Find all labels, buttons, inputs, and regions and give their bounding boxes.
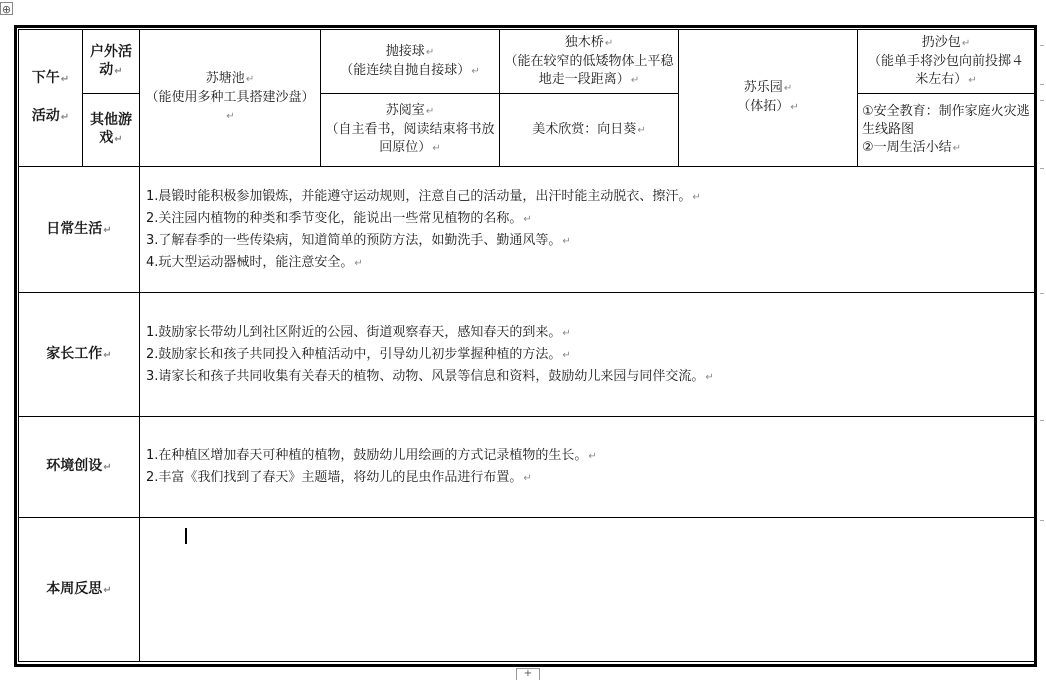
list-item: 2.鼓励家长和孩子共同投入种植活动中，引导幼儿初步掌握种植的方法。↵ bbox=[146, 346, 571, 362]
ruler-mark bbox=[1040, 520, 1044, 521]
art-text: 美术欣赏：向日葵 bbox=[532, 121, 637, 137]
ruler-mark bbox=[1040, 100, 1044, 101]
other-games-label: 其他游戏↵ bbox=[83, 94, 140, 167]
suteng-cell[interactable]: 苏塘池↵ （能使用多种工具搭建沙盘）↵ bbox=[140, 30, 321, 167]
dumu-cell[interactable]: 独木桥↵ （能在较窄的低矮物体上平稳地走一段距离）↵ bbox=[500, 30, 679, 94]
environment-content[interactable] bbox=[140, 417, 1035, 518]
reng-desc: （能单手将沙包向前投掷４米左右） bbox=[867, 53, 1024, 87]
safety-cell[interactable]: ①安全教育：制作家庭火灾逃生线路图 ②一周生活小结↵ bbox=[858, 94, 1035, 167]
reflection-label-text: 本周反思 bbox=[46, 580, 103, 597]
list-item: 3.请家长和孩子共同收集有关春天的植物、动物、风景等信息和资料，鼓励幼儿来园与同伴交流。↵ bbox=[146, 368, 714, 384]
list-item: 1.鼓励家长带幼儿到社区附近的公园、街道观察春天，感知春天的到来。↵ bbox=[146, 324, 571, 340]
safety-item-2: ②一周生活小结 bbox=[862, 139, 952, 155]
suteng-title: 苏塘池 bbox=[205, 71, 245, 86]
list-item: 2.丰富《我们找到了春天》主题墙，将幼儿的昆虫作品进行布置。↵ bbox=[146, 470, 532, 485]
yuedu-title: 苏阅室 bbox=[385, 103, 425, 118]
dumu-desc: （能在较窄的低矮物体上平稳地走一段距离） bbox=[504, 53, 674, 87]
dumu-title: 独木桥 bbox=[564, 34, 604, 50]
yuedu-desc: （自主看书，阅读结束将书放回原位） bbox=[325, 122, 495, 155]
pao-title: 抛接球 bbox=[385, 43, 425, 59]
pao-desc: （能连续自抛自接球） bbox=[340, 62, 471, 78]
list-item: 3.了解春季的一些传染病，知道简单的预防方法，如勤洗手、勤通风等。↵ bbox=[146, 232, 571, 248]
list-item: 1.晨锻时能积极参加锻炼，并能遵守运动规则，注意自己的活动量，出汗时能主动脱衣、擦汗。↵ bbox=[146, 188, 701, 204]
ruler-mark bbox=[1040, 293, 1044, 294]
ruler-mark bbox=[1040, 84, 1044, 85]
daily-life-content[interactable] bbox=[140, 167, 1035, 293]
list-item: 4.玩大型运动器械时，能注意安全。↵ bbox=[146, 254, 363, 270]
yuedu-cell[interactable]: 苏阅室↵ （自主看书，阅读结束将书放回原位）↵ bbox=[321, 94, 500, 167]
reflection-label: 本周反思↵ bbox=[19, 518, 140, 662]
ruler-mark bbox=[1040, 420, 1044, 421]
list-item: 2.关注园内植物的种类和季节变化，能说出一些常见植物的名称。↵ bbox=[146, 210, 532, 226]
reng-cell[interactable]: 扔沙包↵ （能单手将沙包向前投掷４米左右）↵ bbox=[858, 30, 1035, 94]
parents-work-content[interactable] bbox=[140, 293, 1035, 417]
afternoon-activity-label: 下午↵ 活动↵ bbox=[19, 30, 83, 167]
text-cursor bbox=[185, 528, 187, 544]
daily-life-label: 日常生活↵ bbox=[19, 167, 140, 293]
environment-label: 环境创设↵ bbox=[19, 417, 140, 518]
table-resize-handle[interactable]: + bbox=[516, 668, 540, 680]
other-label-text: 其他游戏 bbox=[90, 112, 132, 146]
environment-label-text: 环境创设 bbox=[46, 458, 103, 474]
parents-work-row bbox=[19, 293, 1035, 417]
reng-title: 扔沙包 bbox=[921, 34, 961, 50]
reflection-content[interactable] bbox=[140, 518, 1035, 662]
environment-row bbox=[19, 417, 1035, 518]
afternoon-label-bottom: 活动 bbox=[31, 108, 60, 124]
afternoon-outdoor-row bbox=[19, 30, 1035, 94]
safety-item-1: ①安全教育：制作家庭火灾逃生线路图 bbox=[862, 103, 1030, 137]
sule-desc: （体拓） bbox=[737, 99, 790, 114]
table-move-handle[interactable]: ⊕ bbox=[1, 3, 12, 16]
daily-life-row bbox=[19, 167, 1035, 293]
reflection-row bbox=[19, 518, 1035, 662]
daily-label-text: 日常生活 bbox=[46, 220, 103, 237]
pao-cell[interactable]: 抛接球↵ （能连续自抛自接球）↵ bbox=[321, 30, 500, 94]
weekly-plan-table bbox=[18, 29, 1035, 662]
afternoon-label-top: 下午 bbox=[31, 70, 60, 86]
art-cell[interactable]: 美术欣赏：向日葵↵ bbox=[500, 94, 679, 167]
outdoor-label-text: 户外活动 bbox=[90, 43, 132, 78]
sule-cell[interactable]: 苏乐园↵ （体拓）↵ bbox=[679, 30, 858, 167]
sule-title: 苏乐园 bbox=[743, 80, 783, 95]
ruler-mark bbox=[1040, 168, 1044, 169]
list-item: 1.在种植区增加春天可种植的植物，鼓励幼儿用绘画的方式记录植物的生长。↵ bbox=[146, 448, 597, 463]
parents-label-text: 家长工作 bbox=[46, 345, 103, 362]
suteng-desc: （能使用多种工具搭建沙盘） bbox=[145, 90, 315, 105]
parents-work-label: 家长工作↵ bbox=[19, 293, 140, 417]
outdoor-activity-label: 户外活动↵ bbox=[83, 30, 140, 94]
ruler-mark bbox=[1040, 45, 1044, 46]
